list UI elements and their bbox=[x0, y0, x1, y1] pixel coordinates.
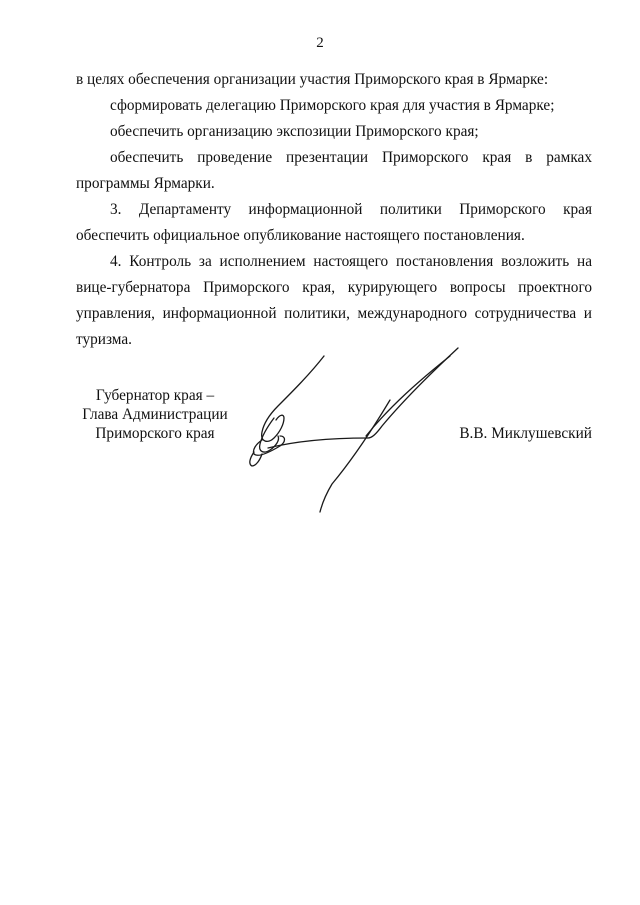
paragraph: 3. Департаменту информационной политики Приморского края обеспечить официальное опубликование настоящего постановления. bbox=[76, 201, 592, 244]
signer-title-line: Глава Администрации bbox=[82, 406, 228, 423]
signer-title-line: Губернатор края – bbox=[95, 387, 215, 404]
paragraph: в целях обеспечения организации участия Приморского края в Ярмарке: bbox=[76, 71, 549, 88]
paragraph: сформировать делегацию Приморского края для участия в Ярмарке; bbox=[110, 97, 555, 114]
signature-block bbox=[0, 386, 640, 526]
handwritten-signature bbox=[240, 344, 470, 524]
signature-stroke bbox=[320, 400, 390, 512]
signer-title-line: Приморского края bbox=[95, 425, 215, 442]
document-body bbox=[76, 67, 592, 353]
signer-title bbox=[70, 386, 240, 443]
signature-stroke bbox=[250, 452, 262, 466]
signer-name: В.В. Миклушевский bbox=[459, 425, 592, 442]
signature-stroke bbox=[368, 348, 458, 438]
paragraph: обеспечить проведение презентации Приморского края в рамках программы Ярмарки. bbox=[76, 149, 592, 192]
signature-stroke bbox=[260, 418, 279, 452]
paragraph: 4. Контроль за исполнением настоящего постановления возложить на вице-губернатора Приморского края, курирующего вопросы проектного управления, информационной политики, международного сотрудничества и туризма. bbox=[76, 253, 592, 348]
signature-stroke bbox=[262, 356, 324, 441]
paragraph: обеспечить организацию экспозиции Приморского края; bbox=[110, 123, 479, 140]
page-number: 2 bbox=[316, 35, 324, 51]
